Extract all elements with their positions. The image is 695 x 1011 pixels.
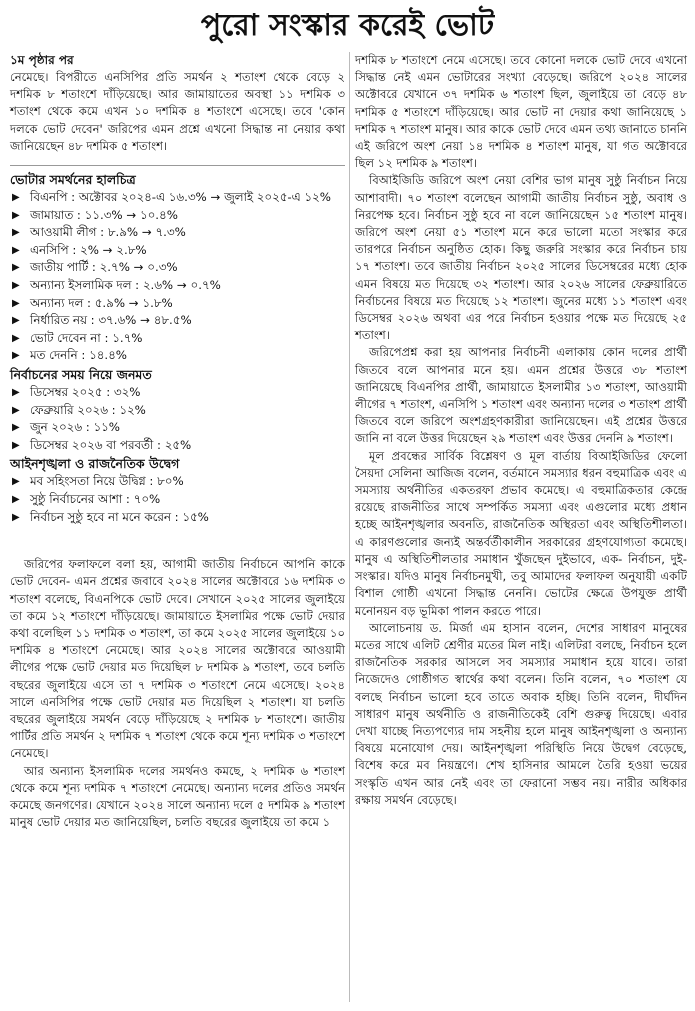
box-item: ▶ ফেব্রুয়ারি ২০২৬ : ১২%	[10, 402, 345, 420]
column-divider	[349, 52, 350, 1002]
box-title-voter-support: ভোটার সমর্থনের হালচিত্র	[10, 172, 136, 188]
body-paragraph: জরিপের ফলাফলে বলা হয়, আগামী জাতীয় নির্বাচনে আপনি কাকে ভোট দেবেন- এমন প্রশ্নের জবাবে ২০২৪ সালের অক্টোবরে ১৬ দশমিক ৩ শতাংশ বলেছে, বিএনপিকে ভোট দেবে। সেখানে ২০২৫ সালের জুলাইয়ে তা কমে ১২ শতাংশে দাঁড়িয়েছে। জামায়াতে ইসলামির পক্ষে ভোট দেয়ার কথা বলেছিল ১১ দশমিক ৩ শতাংশ, তা কমে ২০২৫ সালের জুলাইয়ে ১০ দশমিক ৪ শতাংশে নেমেছে। আর ২০২৪ সালের অক্টোবরে আওয়ামী লীগের পক্ষে ভোট দেয়ার মত দিয়েছিল ৮ দশমিক ৯ শতাংশ, তবে চলতি বছরের জুলাইয়ে এসে তা ৭ দশমিক ৩ শতাংশে নেমে এসেছে। ২০২৪ সালে এনসিপির পক্ষে ভোট দেয়ার মত দিয়েছিল ২ শতাংশ। যা চলতি বছরের জুলাইয়ে সমর্থন বেড়ে দাঁড়িয়েছে ২ দশমিক ৮ শতাংশে। জাতীয় পার্টির প্রতি সমর্থন ২ দশমিক ৭ শতাংশ থেকে কমে শূন্য দশমিক ৩ শতাংশে নেমেছে।	[10, 557, 345, 761]
box-item: ▶ জাতীয় পার্টি : ২.৭% → ০.৩%	[10, 259, 345, 277]
right-column	[355, 52, 687, 809]
box-item: ▶ অন্যান্য দল : ৫.৯% → ১.৮%	[10, 295, 345, 313]
box-item: ▶ মব সহিংসতা নিয়ে উদ্বিগ্ন : ৮০%	[10, 473, 345, 491]
box-item: ▶ জুন ২০২৬ : ১১%	[10, 419, 345, 437]
box-item: ▶ ডিসেম্বর ২০২৬ বা পরবর্তী : ২৫%	[10, 437, 345, 455]
box-item: ▶ জামায়াত : ১১.৩% → ১০.৪%	[10, 207, 345, 225]
left-column	[10, 52, 345, 831]
box-item: ▶ ডিসেম্বর ২০২৫ : ৩২%	[10, 384, 345, 402]
box-item: ▶ বিএনপি : অক্টোবর ২০২৪-এ ১৬.৩% → জুলাই ২০২৫-এ ১২%	[10, 189, 345, 207]
box-item: ▶ অন্যান্য ইসলামিক দল : ২.৬% → ০.৭%	[10, 277, 345, 295]
box-item: ▶ আওয়ামী লীগ : ৮.৯% → ৭.৩%	[10, 224, 345, 242]
intro-paragraph: নেমেছে। বিপরীতে এনসিপির প্রতি সমর্থন ২ শতাংশ থেকে বেড়ে ২ দশমিক ৮ শতাংশে দাঁড়িয়েছে। আর জামায়াতের অবস্থা ১১ দশমিক ৩ শতাংশ থেকে কমে এখন ১০ দশমিক ৪ শতাংশে এসেছে। তবে 'কোন দলকে ভোট দেবেন' জরিপের এমন প্রশ্নে এখনো সিদ্ধান্ত না নেয়ার কথা জানিয়েছেন ৪৮ দশমিক ৫ শতাংশ।	[10, 70, 345, 153]
body-paragraph: আলোচনায় ড. মির্জা এম হাসান বলেন, দেশের সাধারণ মানুষের মতের সাথে এলিট শ্রেণীর মতের মিল নাই। এলিটরা বলছে, নির্বাচন হলে রাজনৈতিক সরকার আসলে সব সমস্যার সমাধান হয়ে যাবে। তারা নিজেদেও গোষ্ঠীগত স্বার্থের কথা বলেন। তিনি বলেন, ৭০ শতাংশ যে বলছে নির্বাচন ভালো হবে তাতে অবাক হচ্ছি। তিনি বলেন, দীর্ঘদিন সাধারণ মানুষ অর্থনীতি ও রাজনীতিকেই বেশি গুরুত্ব দিয়েছে। এবার দেখা যাচ্ছে নিত্যপণ্যের দাম সহনীয় হলে মানুষ আইনশৃঙ্খলা ও অন্যান্য বিষয়ে মনোযোগ দেয়। আইনশৃঙ্খলা পরিস্থিতি নিয়ে উদ্বেগ বেড়েছে, বিশেষ করে মব নিয়ন্ত্রণে। শেখ হাসিনার আমলে তৈরি হওয়া ভয়ের সংস্কৃতি এখন আর নেই এবং তা ফেরানো সম্ভব নয়। নারীর অধিকার রক্ষায় সমর্থন বেড়েছে।	[355, 620, 687, 807]
body-paragraph: জরিপেপ্রশ্ন করা হয় আপনার নির্বাচনী এলাকায় কোন দলের প্রার্থী জিতবে বলে আপনার মনে হয়। এমন প্রশ্নের উত্তরে ৩৮ শতাংশ জানিয়েছে বিএনপির প্রার্থী, জামায়াতে ইসলামীর ১৩ শতাংশ, আওয়ামী লীগের ৭ শতাংশ, এনসিপি ১ শতাংশ এবং অন্যান্য দলের ৩ শতাংশ প্রার্থী জিতবে বলে জরিপে অংশগ্রহণকারীরা জানিয়েছেন। এই প্রশ্নের উত্তরে জানি না বলে উত্তর দিয়েছেন ২৯ শতাংশ এবং উত্তর দেননি ৯ শতাংশ।	[355, 345, 687, 446]
continued-from-label: ১ম পৃষ্ঠার পর	[10, 53, 74, 67]
body-paragraph: দশমিক ৮ শতাংশে নেমে এসেছে। তবে কোনো দলকে ভোট দেবে এখনো সিদ্ধান্ত নেই এমন ভোটারের সংখ্যা বেড়েছে। জরিপে ২০২৪ সালের অক্টোবরে যেখানে ৩৭ দশমিক ৬ শতাংশ ছিল, জুলাইয়ে তা বেড়ে ৪৮ দশমিক ৫ শতাংশে দাঁড়িয়েছে। আর ভোট না দেয়ার কথা জানিয়েছে ১ দশমিক ৭ শতাংশ মানুষ। আর কাকে ভোট দেবে এমন তথ্য জানাতে চাননি এই জরিপে অংশ নেয়া ১৪ দশমিক ৪ শতাংশ মানুষ, যা গত অক্টোবরে ছিল ১২ দশমিক ৯ শতাংশ।	[355, 53, 687, 171]
box-item: ▶ নির্ধারিত নয় : ৩৭.৬% → ৪৮.৫%	[10, 312, 345, 330]
box-title-law-order: আইনশৃঙ্খলা ও রাজনৈতিক উদ্বেগ	[10, 456, 180, 472]
body-paragraph: আর অন্যান্য ইসলামিক দলের সমর্থনও কমছে, ২ দশমিক ৬ শতাংশ থেকে কমে শূন্য দশমিক ৭ শতাংশে নেমেছে। অন্যান্য দলের প্রতিও সমর্থন কমেছে জনগণের। যেখানে ২০২৪ সালে অন্যান্য দলে ৫ দশমিক ৯ শতাংশ মানুষ ভোট দেয়ার মত জানিয়েছিল, চলতি বছরের জুলাইয়ে তা কমে ১	[10, 763, 345, 830]
box-title-election-timing: নির্বাচনের সময় নিয়ে জনমত	[10, 366, 152, 382]
box-item: ▶ মত দেননি : ১৪.৪%	[10, 347, 345, 365]
box-item: ▶ এনসিপি : ২% → ২.৮%	[10, 242, 345, 260]
body-paragraph: বিআইজিডি জরিপে অংশ নেয়া বেশির ভাগ মানুষ সুষ্ঠু নির্বাচন নিয়ে আশাবাদী। ৭০ শতাংশ বলেছেন আগামী জাতীয় নির্বাচন সুষ্ঠু, অবাধ ও নিরপেক্ষ হবে। নির্বাচন সুষ্ঠু হবে না বলে জানিয়েছেন ১৫ শতাংশ মানুষ। জরিপে অংশ নেয়া ৫১ শতাংশ মনে করে ভালো মতো সংস্কার করে তারপরে নির্বাচন অনুষ্ঠিত হোক। কিছু জরুরি সংস্কার করে নির্বাচন চায় ১৭ শতাংশ। তবে জাতীয় নির্বাচন ২০২৫ সালের ডিসেম্বরের মধ্যে হোক এমন বিষয়ে মত দিয়েছে ৩২ শতাংশ। আর ২০২৬ সালের ফেব্রুয়ারিতে নির্বাচনের বিষয়ে মত দিয়েছে ১২ শতাংশ। জুনের মধ্যে ১১ শতাংশ এবং ডিসেম্বর ২০২৬ অথবা এর পরে নির্বাচন হওয়ার পক্ষে মত দিয়েছে ২৫ শতাংশ।	[355, 173, 687, 343]
body-paragraph: মূল প্রবন্ধের সার্বিক বিশ্লেষণ ও মূল বার্তায় বিআইজিডির ফেলো সৈয়দা সেলিনা আজিজ বলেন, বর্তমানে সমস্যার ধরন বহুমাত্রিক এবং এ সমস্যায় অর্থনীতির একতরফা প্রভাব কমেছে। এ বহুমাত্রিকতার কেন্দ্রে রয়েছে রাজনীতির সাথে সম্পর্কিত সমস্যা এবং এগুলোর মধ্যে প্রধান হচ্ছে আইনশৃঙ্খলার অবনতি, রাজনৈতিক অস্থিরতা এবং অস্থিতিশীলতা। এ কারণগুলোর জন্যই অন্তর্বর্তীকালীন সরকারের গ্রহণযোগ্যতা কমেছে। মানুষ এ অস্থিতিশীলতার সমাধান খুঁজছেন দুইভাবে, এক- নির্বাচন, দুই- সংস্কার। যদিও মানুষ নির্বাচনমুখী, তবু আমাদের ফলাফল অনুযায়ী একটি বিশাল গোষ্ঠী এখনো সিদ্ধান্ত নেননি। ভোটের ক্ষেত্রে উপযুক্ত প্রার্থী মনোনয়ন বড় ভূমিকা পালন করতে পারে।	[355, 448, 687, 618]
voter-support-box	[10, 165, 345, 526]
box-item: ▶ সুষ্ঠু নির্বাচনের আশা : ৭০%	[10, 491, 345, 509]
box-item: ▶ ভোট দেবেন না : ১.৭%	[10, 330, 345, 348]
headline: পুরো সংস্কার করেই ভোট	[200, 8, 495, 43]
box-item: ▶ নির্বাচন সুষ্ঠু হবে না মনে করেন : ১৫%	[10, 509, 345, 527]
